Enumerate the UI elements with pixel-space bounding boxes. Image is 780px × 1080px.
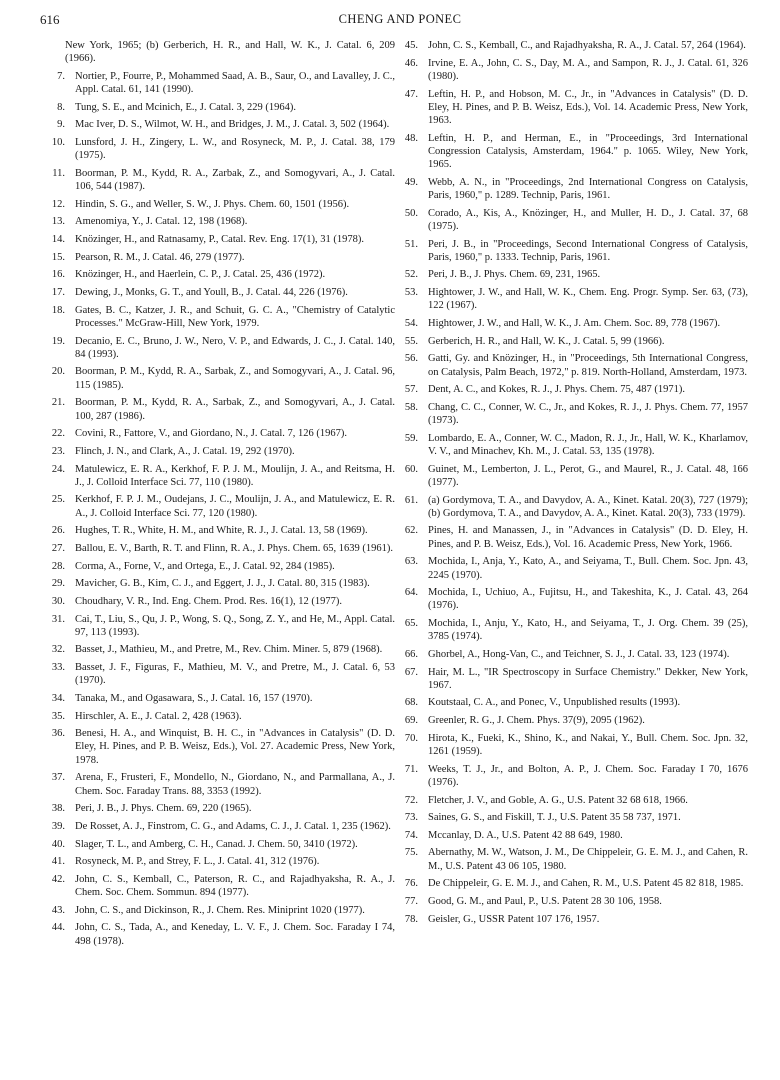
reference-number: 72. — [404, 794, 418, 806]
reference-text: Fletcher, J. V., and Goble, A. G., U.S. Patent 32 68 618, 1966. — [428, 794, 688, 806]
reference-item — [45, 136, 395, 163]
reference-text: John, C. S., Kemball, C., Paterson, R. C., and Rajadhyaksha, R. A., J. Chem. Soc. Chem. Sommun. 894 (1977). — [75, 873, 395, 899]
reference-text: Benesi, H. A., and Winquist, B. H. C., in "Advances in Catalysis" (D. D. Eley, H. Pines, and P. B. Weisz, Eds.), Vol. 27. Academic Press, New York, 1978. — [75, 728, 395, 766]
reference-number: 52. — [404, 269, 418, 281]
reference-number: 25. — [51, 494, 65, 506]
reference-text: Guinet, M., Lemberton, J. L., Perot, G., and Maurel, R., J. Catal. 48, 166 (1977). — [428, 463, 748, 488]
reference-text: Hindin, S. G., and Weller, S. W., J. Phys. Chem. 60, 1501 (1956). — [75, 198, 350, 210]
reference-text: Mccanlay, D. A., U.S. Patent 42 88 649, 1980. — [428, 829, 623, 841]
reference-item — [45, 427, 395, 440]
reference-text: Choudhary, V. R., Ind. Eng. Chem. Prod. Res. 16(1), 12 (1977). — [75, 595, 342, 607]
reference-item — [398, 238, 748, 265]
reference-item — [45, 101, 395, 114]
reference-item — [398, 696, 748, 709]
reference-number: 53. — [404, 287, 418, 299]
reference-item — [398, 317, 748, 330]
reference-text: Webb, A. N., in "Proceedings, 2nd International Congress on Catalysis, Paris, 1960," p. 1289. Technip, Paris, 1961. — [428, 176, 748, 202]
reference-item — [45, 286, 395, 299]
reference-number: 67. — [404, 666, 418, 678]
reference-number: 59. — [404, 432, 418, 444]
reference-text: De Rosset, A. J., Finstrom, C. G., and Adams, C. J., J. Catal. 1, 235 (1962). — [75, 820, 391, 832]
reference-text: Ballou, E. V., Barth, R. T. and Flinn, R. A., J. Phys. Chem. 65, 1639 (1961). — [75, 542, 394, 554]
reference-number: 60. — [404, 463, 418, 475]
reference-item — [398, 88, 748, 128]
reference-number: 71. — [404, 763, 418, 775]
reference-number: 58. — [404, 401, 418, 413]
reference-text: Matulewicz, E. R. A., Kerkhof, F. P. J. M., Moulijn, J. A., and Reitsma, H. J., J. Colloid Interface Sci. 77, 110 (1980). — [75, 463, 395, 488]
reference-number: 54. — [404, 318, 418, 330]
reference-number: 10. — [51, 137, 65, 149]
reference-text: John, C. S., Kemball, C., and Rajadhyaksha, R. A., J. Catal. 57, 264 (1964). — [428, 40, 746, 51]
reference-text: Arena, F., Frusteri, F., Mondello, N., Giordano, N., and Parmallana, A., J. Chem. Soc. Faraday Trans. 88, 3353 (1992). — [75, 772, 395, 797]
reference-text: Mochida, I., Anju, Y., Kato, H., and Seiyama, T., J. Org. Chem. 39 (25), 3785 (1974). — [428, 618, 748, 643]
reference-item — [398, 132, 748, 172]
reference-number: 65. — [404, 618, 418, 630]
reference-item — [398, 555, 748, 582]
reference-item — [45, 542, 395, 555]
reference-item — [45, 921, 395, 948]
reference-text: Hightower, J. W., and Hall, W. K., J. Am. Chem. Soc. 89, 778 (1967). — [428, 318, 721, 330]
reference-text: Ghorbel, A., Hong-Van, C., and Teichner, S. J., J. Catal. 33, 123 (1974). — [428, 648, 730, 660]
reference-item — [398, 617, 748, 644]
reference-item — [398, 877, 748, 890]
reference-text: Basset, J., Mathieu, M., and Pretre, M., Rev. Chim. Miner. 5, 879 (1968). — [75, 644, 383, 656]
reference-text: Leftin, H. P., and Hobson, M. C., Jr., in "Advances in Catalysis" (D. D. Eley, H. Pines, and P. B. Weisz, Eds.), Vol. 14. Academic Press, New York, 1963. — [428, 88, 748, 127]
reference-item — [45, 838, 395, 851]
reference-number: 15. — [51, 251, 65, 263]
reference-number: 57. — [404, 384, 418, 396]
reference-number: 24. — [51, 463, 65, 475]
reference-text: Greenler, R. G., J. Chem. Phys. 37(9), 2095 (1962). — [428, 715, 645, 727]
reference-text: Boorman, P. M., Kydd, R. A., Zarbak, Z., and Somogyvari, A., J. Catal. 106, 544 (1987). — [75, 167, 395, 193]
reference-text: Boorman, P. M., Kydd, R. A., Sarbak, Z., and Somogyvari, A., J. Catal. 100, 287 (1986). — [75, 397, 395, 422]
reference-item — [398, 57, 748, 84]
reference-number: 36. — [51, 728, 65, 740]
reference-text: Decanio, E. C., Bruno, J. W., Nero, V. P., and Edwards, J. C., J. Catal. 140, 84 (1993). — [75, 335, 395, 360]
reference-item — [45, 904, 395, 917]
reference-item — [45, 463, 395, 490]
reference-number: 42. — [51, 873, 65, 885]
reference-item — [398, 666, 748, 693]
reference-item — [45, 118, 395, 131]
reference-number: 48. — [404, 132, 418, 144]
reference-item — [45, 39, 395, 66]
reference-item — [398, 176, 748, 203]
reference-item — [398, 268, 748, 281]
reference-item — [45, 855, 395, 868]
reference-text: Saines, G. S., and Fiskill, T. J., U.S. Patent 35 58 737, 1971. — [428, 812, 681, 824]
reference-text: Hirota, K., Fueki, K., Shino, K., and Nakai, Y., Bull. Chem. Soc. Jpn. 32, 1261 (1959). — [428, 732, 748, 758]
reference-item — [45, 335, 395, 362]
reference-number: 68. — [404, 697, 418, 709]
reference-text: Weeks, T. J., Jr., and Bolton, A. P., J. Chem. Soc. Faraday I 70, 1676 (1976). — [428, 763, 748, 788]
reference-number: 70. — [404, 732, 418, 744]
reference-item — [45, 524, 395, 537]
reference-text: Peri, J. B., in "Proceedings, Second International Congress of Catalysis, Paris, 1960," p. 1333. Technip, Paris, 1961. — [428, 238, 748, 263]
reference-column-right — [398, 39, 748, 930]
reference-number: 46. — [404, 57, 418, 69]
reference-text: Lunsford, J. H., Zingery, L. W., and Rosyneck, M. P., J. Catal. 38, 179 (1975). — [75, 137, 395, 162]
reference-text: Hughes, T. R., White, H. M., and White, R. J., J. Catal. 13, 58 (1969). — [75, 525, 368, 537]
reference-number: 50. — [404, 207, 418, 219]
reference-item — [45, 167, 395, 194]
reference-item — [45, 710, 395, 723]
reference-number: 74. — [404, 829, 418, 841]
reference-item — [398, 829, 748, 842]
reference-number: 12. — [51, 198, 65, 210]
reference-text: Pearson, R. M., J. Catal. 46, 279 (1977). — [75, 251, 245, 263]
reference-number: 62. — [404, 525, 418, 537]
reference-number: 17. — [51, 287, 65, 299]
reference-number: 61. — [404, 494, 418, 506]
reference-item — [45, 396, 395, 423]
reference-number: 44. — [51, 922, 65, 934]
reference-text: Boorman, P. M., Kydd, R. A., Sarbak, Z., and Somogyvari, A., J. Catal. 96, 115 (1985). — [75, 366, 395, 391]
reference-item — [45, 268, 395, 281]
reference-item — [45, 233, 395, 246]
reference-item — [398, 732, 748, 759]
reference-text: Nortier, P., Fourre, P., Mohammed Saad, A. B., Saur, O., and Lavalley, J. C., Appl. Catal. 61, 141 (1990). — [75, 70, 395, 96]
reference-text: New York, 1965; (b) Gerberich, H. R., and Hall, W. K., J. Catal. 6, 209 (1966). — [65, 40, 395, 65]
reference-item — [45, 215, 395, 228]
reference-item — [45, 198, 395, 211]
reference-number: 33. — [51, 662, 65, 674]
reference-number: 45. — [404, 40, 418, 51]
reference-item — [45, 251, 395, 264]
reference-number: 30. — [51, 595, 65, 607]
reference-number: 27. — [51, 542, 65, 554]
reference-text: Knözinger, H., and Ratnasamy, P., Catal. Rev. Eng. 17(1), 31 (1978). — [75, 234, 364, 246]
reference-number: 76. — [404, 878, 418, 890]
reference-number: 23. — [51, 445, 65, 457]
reference-item — [45, 493, 395, 520]
reference-item — [45, 873, 395, 900]
reference-item — [45, 613, 395, 640]
reference-text: Mochida, I., Anja, Y., Kato, A., and Seiyama, T., Bull. Chem. Soc. Jpn. 43, 2245 (1970). — [428, 556, 748, 581]
reference-number: 28. — [51, 560, 65, 572]
reference-text: Basset, J. F., Figuras, F., Mathieu, M. V., and Pretre, M., J. Catal. 6, 53 (1970). — [75, 662, 395, 687]
reference-number: 69. — [404, 715, 418, 727]
reference-number: 56. — [404, 353, 418, 365]
reference-number: 18. — [51, 304, 65, 316]
reference-text: Dewing, J., Monks, G. T., and Youll, B., J. Catal. 44, 226 (1976). — [75, 287, 348, 299]
reference-item — [45, 304, 395, 331]
reference-number: 78. — [404, 913, 418, 925]
reference-text: Peri, J. B., J. Phys. Chem. 69, 220 (1965). — [75, 803, 252, 815]
reference-text: Abernathy, M. W., Watson, J. M., De Chippeleir, G. E. M. J., and Cahen, R. M., U.S. Patent 43 06 105, 1980. — [428, 847, 748, 872]
reference-text: Peri, J. B., J. Phys. Chem. 69, 231, 1965. — [428, 269, 601, 281]
reference-item — [45, 595, 395, 608]
reference-text: Flinch, J. N., and Clark, A., J. Catal. 19, 292 (1970). — [75, 445, 295, 457]
reference-item — [398, 913, 748, 926]
reference-text: Irvine, E. A., John, C. S., Day, M. A., and Sampon, R. J., J. Catal. 61, 326 (1980). — [428, 57, 748, 82]
reference-item — [398, 383, 748, 396]
reference-number: 34. — [51, 692, 65, 704]
reference-number: 7. — [57, 70, 65, 82]
reference-text: Tanaka, M., and Ogasawara, S., J. Catal. 16, 157 (1970). — [75, 692, 313, 704]
reference-number: 8. — [57, 101, 65, 113]
reference-text: Geisler, G., USSR Patent 107 176, 1957. — [428, 913, 600, 925]
reference-number: 38. — [51, 803, 65, 815]
reference-item — [398, 286, 748, 313]
reference-text: Koutstaal, C. A., and Ponec, V., Unpublished results (1993). — [428, 697, 681, 709]
reference-text: Gerberich, H. R., and Hall, W. K., J. Catal. 5, 99 (1966). — [428, 335, 665, 347]
reference-number: 39. — [51, 820, 65, 832]
reference-number: 73. — [404, 812, 418, 824]
reference-text: Knözinger, H., and Haerlein, C. P., J. Catal. 25, 436 (1972). — [75, 269, 326, 281]
page-header — [40, 12, 760, 30]
reference-number: 9. — [57, 119, 65, 131]
reference-text: Gates, B. C., Katzer, J. R., and Schuit, G. C. A., "Chemistry of Catalytic Processes." McGraw-Hill, New York, 1979. — [75, 304, 395, 329]
reference-item — [45, 577, 395, 590]
reference-item — [398, 586, 748, 613]
reference-item — [398, 648, 748, 661]
reference-item — [398, 895, 748, 908]
reference-text: Pines, H. and Manassen, J., in "Advances in Catalysis" (D. D. Eley, H. Pines, and P. B. Weisz, Eds.), Vol. 16. Academic Press, New York, 1966. — [428, 525, 748, 550]
reference-text: Lombardo, E. A., Conner, W. C., Madon, R. J., Jr., Hall, W. K., Kharlamov, V. V., and Minachev, Kh. M., J. Catal. 53, 135 (1978). — [428, 432, 748, 457]
page-number: 616 — [40, 12, 60, 27]
reference-text: Good, G. M., and Paul, P., U.S. Patent 28 30 106, 1958. — [428, 896, 662, 907]
reference-number: 37. — [51, 772, 65, 784]
reference-column-left — [45, 39, 395, 952]
reference-number: 11. — [52, 167, 65, 179]
reference-number: 20. — [51, 366, 65, 378]
reference-text: Hair, M. L., "IR Spectroscopy in Surface Chemistry." Dekker, New York, 1967. — [428, 666, 748, 691]
reference-item — [398, 335, 748, 348]
reference-number: 14. — [51, 234, 65, 246]
reference-item — [45, 365, 395, 392]
reference-number: 77. — [404, 896, 418, 907]
reference-number: 49. — [404, 176, 418, 188]
reference-text: Amenomiya, Y., J. Catal. 12, 198 (1968). — [75, 216, 248, 228]
reference-number: 51. — [404, 238, 418, 250]
reference-number: 55. — [404, 335, 418, 347]
reference-item — [398, 811, 748, 824]
reference-item — [45, 70, 395, 97]
reference-number: 43. — [51, 904, 65, 916]
reference-text: Dent, A. C., and Kokes, R. J., J. Phys. Chem. 75, 487 (1971). — [428, 384, 685, 396]
reference-item — [45, 560, 395, 573]
reference-item — [45, 445, 395, 458]
reference-item — [398, 432, 748, 459]
reference-text: Tung, S. E., and Mcinich, E., J. Catal. 3, 229 (1964). — [75, 101, 296, 113]
reference-number: 35. — [51, 710, 65, 722]
reference-text: Corma, A., Forne, V., and Ortega, E., J. Catal. 92, 284 (1985). — [75, 560, 335, 572]
reference-item — [45, 771, 395, 798]
reference-item — [398, 401, 748, 428]
reference-text: John, C. S., and Dickinson, R., J. Chem. Res. Miniprint 1020 (1977). — [75, 904, 365, 916]
reference-item — [398, 352, 748, 379]
reference-item — [45, 692, 395, 705]
reference-text: Rosyneck, M. P., and Strey, F. L., J. Catal. 41, 312 (1976). — [75, 856, 320, 868]
reference-text: Chang, C. C., Conner, W. C., Jr., and Kokes, R. J., J. Phys. Chem. 77, 1957 (1973). — [428, 401, 748, 427]
reference-number: 66. — [404, 648, 418, 660]
reference-number: 75. — [404, 847, 418, 859]
reference-number: 29. — [51, 578, 65, 590]
reference-item — [398, 524, 748, 551]
reference-number: 63. — [404, 556, 418, 568]
reference-item — [398, 846, 748, 873]
reference-text: Hightower, J. W., and Hall, W. K., Chem. Eng. Progr. Symp. Ser. 63, (73), 122 (1967). — [428, 287, 748, 312]
reference-number: 16. — [51, 269, 65, 281]
reference-text: Kerkhof, F. P. J. M., Oudejans, J. C., Moulijn, J. A., and Matulewicz, E. R. A., J. Colloid Interface Sci. 77, 120 (1980). — [75, 494, 395, 519]
reference-text: Corado, A., Kis, A., Knözinger, H., and Muller, H. D., J. Catal. 37, 68 (1975). — [428, 207, 748, 232]
running-head: CHENG AND PONEC — [338, 12, 462, 26]
reference-text: Hirschler, A. E., J. Catal. 2, 428 (1963). — [75, 710, 242, 722]
reference-number: 26. — [51, 525, 65, 537]
reference-number: 19. — [51, 335, 65, 347]
reference-number: 64. — [404, 587, 418, 599]
reference-number: 13. — [51, 216, 65, 228]
reference-item — [45, 820, 395, 833]
reference-number: 32. — [51, 644, 65, 656]
reference-number: 21. — [51, 397, 65, 409]
reference-text: Cai, T., Liu, S., Qu, J. P., Wong, S. Q., Song, Z. Y., and He, M., Appl. Catal. 97, 113 (1993). — [75, 613, 395, 638]
reference-item — [398, 494, 748, 521]
reference-item — [45, 643, 395, 656]
reference-text: Covini, R., Fattore, V., and Giordano, N., J. Catal. 7, 126 (1967). — [75, 428, 348, 440]
reference-item — [45, 727, 395, 767]
reference-number: 40. — [51, 838, 65, 850]
reference-number: 31. — [51, 613, 65, 625]
reference-text: Slager, T. L., and Amberg, C. H., Canad. J. Chem. 50, 3410 (1972). — [75, 838, 358, 850]
reference-text: John, C. S., Tada, A., and Keneday, L. V. F., J. Chem. Soc. Faraday I 74, 498 (1978). — [75, 922, 395, 947]
reference-item — [398, 207, 748, 234]
reference-item — [398, 463, 748, 490]
reference-item — [45, 802, 395, 815]
reference-text: De Chippeleir, G. E. M. J., and Cahen, R. M., U.S. Patent 45 82 818, 1985. — [428, 878, 744, 890]
reference-item — [398, 39, 748, 52]
reference-number: 22. — [51, 428, 65, 440]
reference-number: 47. — [404, 88, 418, 100]
reference-item — [45, 661, 395, 688]
reference-text: Gatti, Gy. and Knözinger, H., in "Proceedings, 5th International Congress, on Catalysis, Palm Beach, 1972," p. 819. North-Holland, Amsterdam, 1973. — [428, 353, 748, 378]
reference-text: Mavicher, G. B., Kim, C. J., and Eggert, J. J., J. Catal. 80, 315 (1983). — [75, 578, 370, 590]
reference-number: 41. — [51, 856, 65, 868]
reference-text: Mochida, I., Uchiuo, A., Fujitsu, H., and Takeshita, K., J. Catal. 43, 264 (1976). — [428, 587, 748, 612]
reference-text: Mac Iver, D. S., Wilmot, W. H., and Bridges, J. M., J. Catal. 3, 502 (1964). — [75, 119, 390, 131]
reference-text: (a) Gordymova, T. A., and Davydov, A. A., Kinet. Katal. 20(3), 727 (1979); (b) Gordymova, T. A., and Davydov, A. A., Kinet. Katal. 20(3), 733 (1979). — [428, 494, 748, 519]
reference-item — [398, 714, 748, 727]
reference-text: Leftin, H. P., and Herman, E., in "Proceedings, 3rd International Congression Catalysis, Amsterdam, 1964." p. 1065. Wiley, New York, 1965. — [428, 132, 748, 171]
reference-item — [398, 794, 748, 807]
reference-item — [398, 763, 748, 790]
